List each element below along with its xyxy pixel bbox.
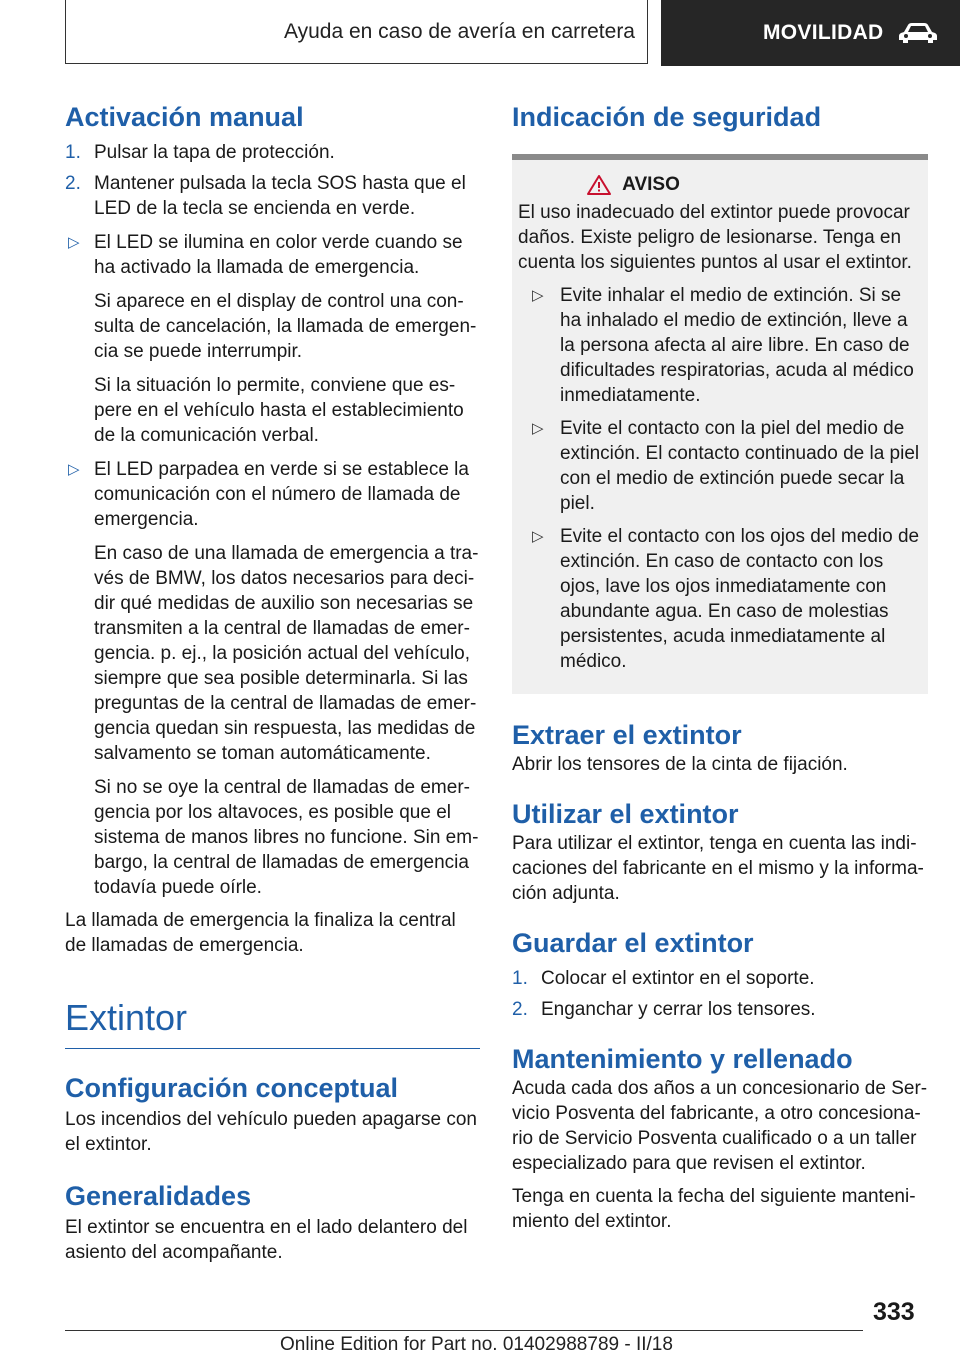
activation-steps: [65, 140, 480, 221]
triangle-bullet-icon: ▷: [532, 420, 544, 437]
list-item: [65, 457, 480, 900]
warning-notice: [512, 154, 928, 694]
step-text: Enganchar y cerrar los tensores.: [541, 999, 816, 1020]
bullet-paragraph: Si no se oye la central de llamadas de emergencia por los altavoces, es posible que el sistema de manos libres no funcione. Sin embargo, la central de llamadas de emergencia todavía puede oírle.: [94, 777, 479, 898]
triangle-bullet-icon: ▷: [68, 461, 80, 478]
list-item: [518, 524, 922, 674]
activation-heading: Activación manual: [65, 102, 304, 132]
bullet-text: El LED parpadea en verde si se establece la comunicación con el número de llamada de emergencia.: [94, 459, 469, 530]
safety-heading: Indicación de seguridad: [512, 102, 822, 132]
use-text: Para utilizar el extintor, tenga en cuenta las indicaciones del fabricante en el mismo y la información adjunta.: [512, 833, 924, 904]
triangle-bullet-icon: ▷: [532, 528, 544, 545]
activation-bullets: [65, 230, 480, 900]
step-number: 1.: [65, 142, 81, 163]
bullet-text: El LED se ilumina en color verde cuando se ha activado la llamada de emergencia.: [94, 232, 463, 278]
list-item: [512, 997, 928, 1022]
extinguisher-title: Extintor: [65, 997, 188, 1038]
edition-text: Online Edition for Part no. 01402988789 - II/18: [280, 1334, 673, 1355]
notice-text: El uso inadecuado del extintor puede provocar daños. Existe peligro de lesionarse. Tenga en cuenta los siguientes puntos al usar el extintor.: [518, 202, 912, 273]
step-number: 1.: [512, 968, 528, 989]
list-item: [518, 283, 922, 408]
section-title: MOVILIDAD: [763, 21, 884, 44]
step-text: Colocar el extintor en el soporte.: [541, 968, 815, 989]
page-header: [0, 0, 960, 66]
store-heading: Guardar el extintor: [512, 928, 754, 958]
concept-heading: Configuración conceptual: [65, 1073, 399, 1103]
bullet-paragraph: Si la situación lo permite, conviene que espere en el vehículo hasta el establecimiento de la comunicación verbal.: [94, 375, 464, 446]
list-item: [518, 416, 922, 516]
car-icon: [898, 22, 938, 44]
warning-triangle-icon: [586, 174, 612, 196]
step-text: Pulsar la tapa de protección.: [94, 142, 335, 163]
notice-title: AVISO: [622, 174, 680, 195]
extract-heading: Extraer el extintor: [512, 720, 742, 750]
use-heading: Utilizar el extintor: [512, 799, 739, 829]
bullet-paragraph: Si aparece en el display de control una consulta de cancelación, la llamada de emergencia se puede interrumpir.: [94, 291, 477, 362]
step-text: Mantener pulsada la tecla SOS hasta que el LED de la tecla se encienda en verde.: [94, 173, 466, 219]
notice-items: [518, 283, 922, 674]
triangle-bullet-icon: ▷: [532, 287, 544, 304]
notice-header: [518, 174, 748, 196]
extract-text: Abrir los tensores de la cinta de fijación.: [512, 754, 848, 775]
concept-text: Los incendios del vehículo pueden apagarse con el extintor.: [65, 1109, 477, 1155]
general-heading: Generalidades: [65, 1181, 252, 1211]
end-call-text: La llamada de emergencia la finaliza la central de llamadas de emergencia.: [65, 910, 456, 956]
list-item: [512, 966, 928, 991]
chapter-title-box: [65, 0, 648, 64]
general-text: El extintor se encuentra en el lado delantero del asiento del acompañante.: [65, 1217, 468, 1263]
section-tab: [661, 0, 960, 66]
page-number: 333: [873, 1298, 915, 1326]
maintenance-text: Acuda cada dos años a un concesionario de Servicio Posventa del fabricante, a otro concesionario de Servicio Posventa cualificado o a un taller especializado para que revisen el extintor.: [512, 1078, 928, 1174]
left-column: [65, 100, 480, 1265]
maintenance-date-text: Tenga en cuenta la fecha del siguiente mantenimiento del extintor.: [512, 1186, 916, 1232]
footer-rule: [65, 1330, 863, 1331]
triangle-bullet-icon: ▷: [68, 234, 80, 251]
extinguisher-title-block: [65, 996, 480, 1049]
list-item: [65, 230, 480, 448]
list-item: [65, 140, 480, 165]
notice-item-text: Evite el contacto con la piel del medio de extinción. El contacto continuado de la piel con el medio de extinción puede secar la piel.: [560, 418, 920, 514]
step-number: 2.: [512, 999, 528, 1020]
right-column: [512, 100, 928, 1234]
chapter-title: Ayuda en caso de avería en carretera: [283, 19, 635, 43]
notice-item-text: Evite inhalar el medio de extinción. Si se ha inhalado el medio de extinción, lleve a la persona afecta al aire libre. En caso de dificultades respiratorias, acuda al médico inmediatamente.: [560, 285, 914, 406]
maintenance-heading: Mantenimiento y rellenado: [512, 1044, 853, 1074]
bullet-paragraph: En caso de una llamada de emergencia a través de BMW, los datos necesarios para decidir qué medidas de auxilio son necesarias se transmiten a la central de llamadas de emergencia. p. ej., la posición actual del vehículo, siempre que sea posible determinarla. Si las preguntas de la central de llamadas de emergencia quedan sin respuesta, las medidas de salvamento se toman automáticamente.: [94, 543, 479, 764]
list-item: [65, 171, 480, 221]
store-steps: [512, 966, 928, 1022]
notice-item-text: Evite el contacto con los ojos del medio de extinción. En caso de contacto con los ojos, lave los ojos inmediatamente con abundante agua. En caso de molestias persistentes, acuda inmediatamente al médico.: [560, 526, 920, 672]
step-number: 2.: [65, 173, 81, 194]
